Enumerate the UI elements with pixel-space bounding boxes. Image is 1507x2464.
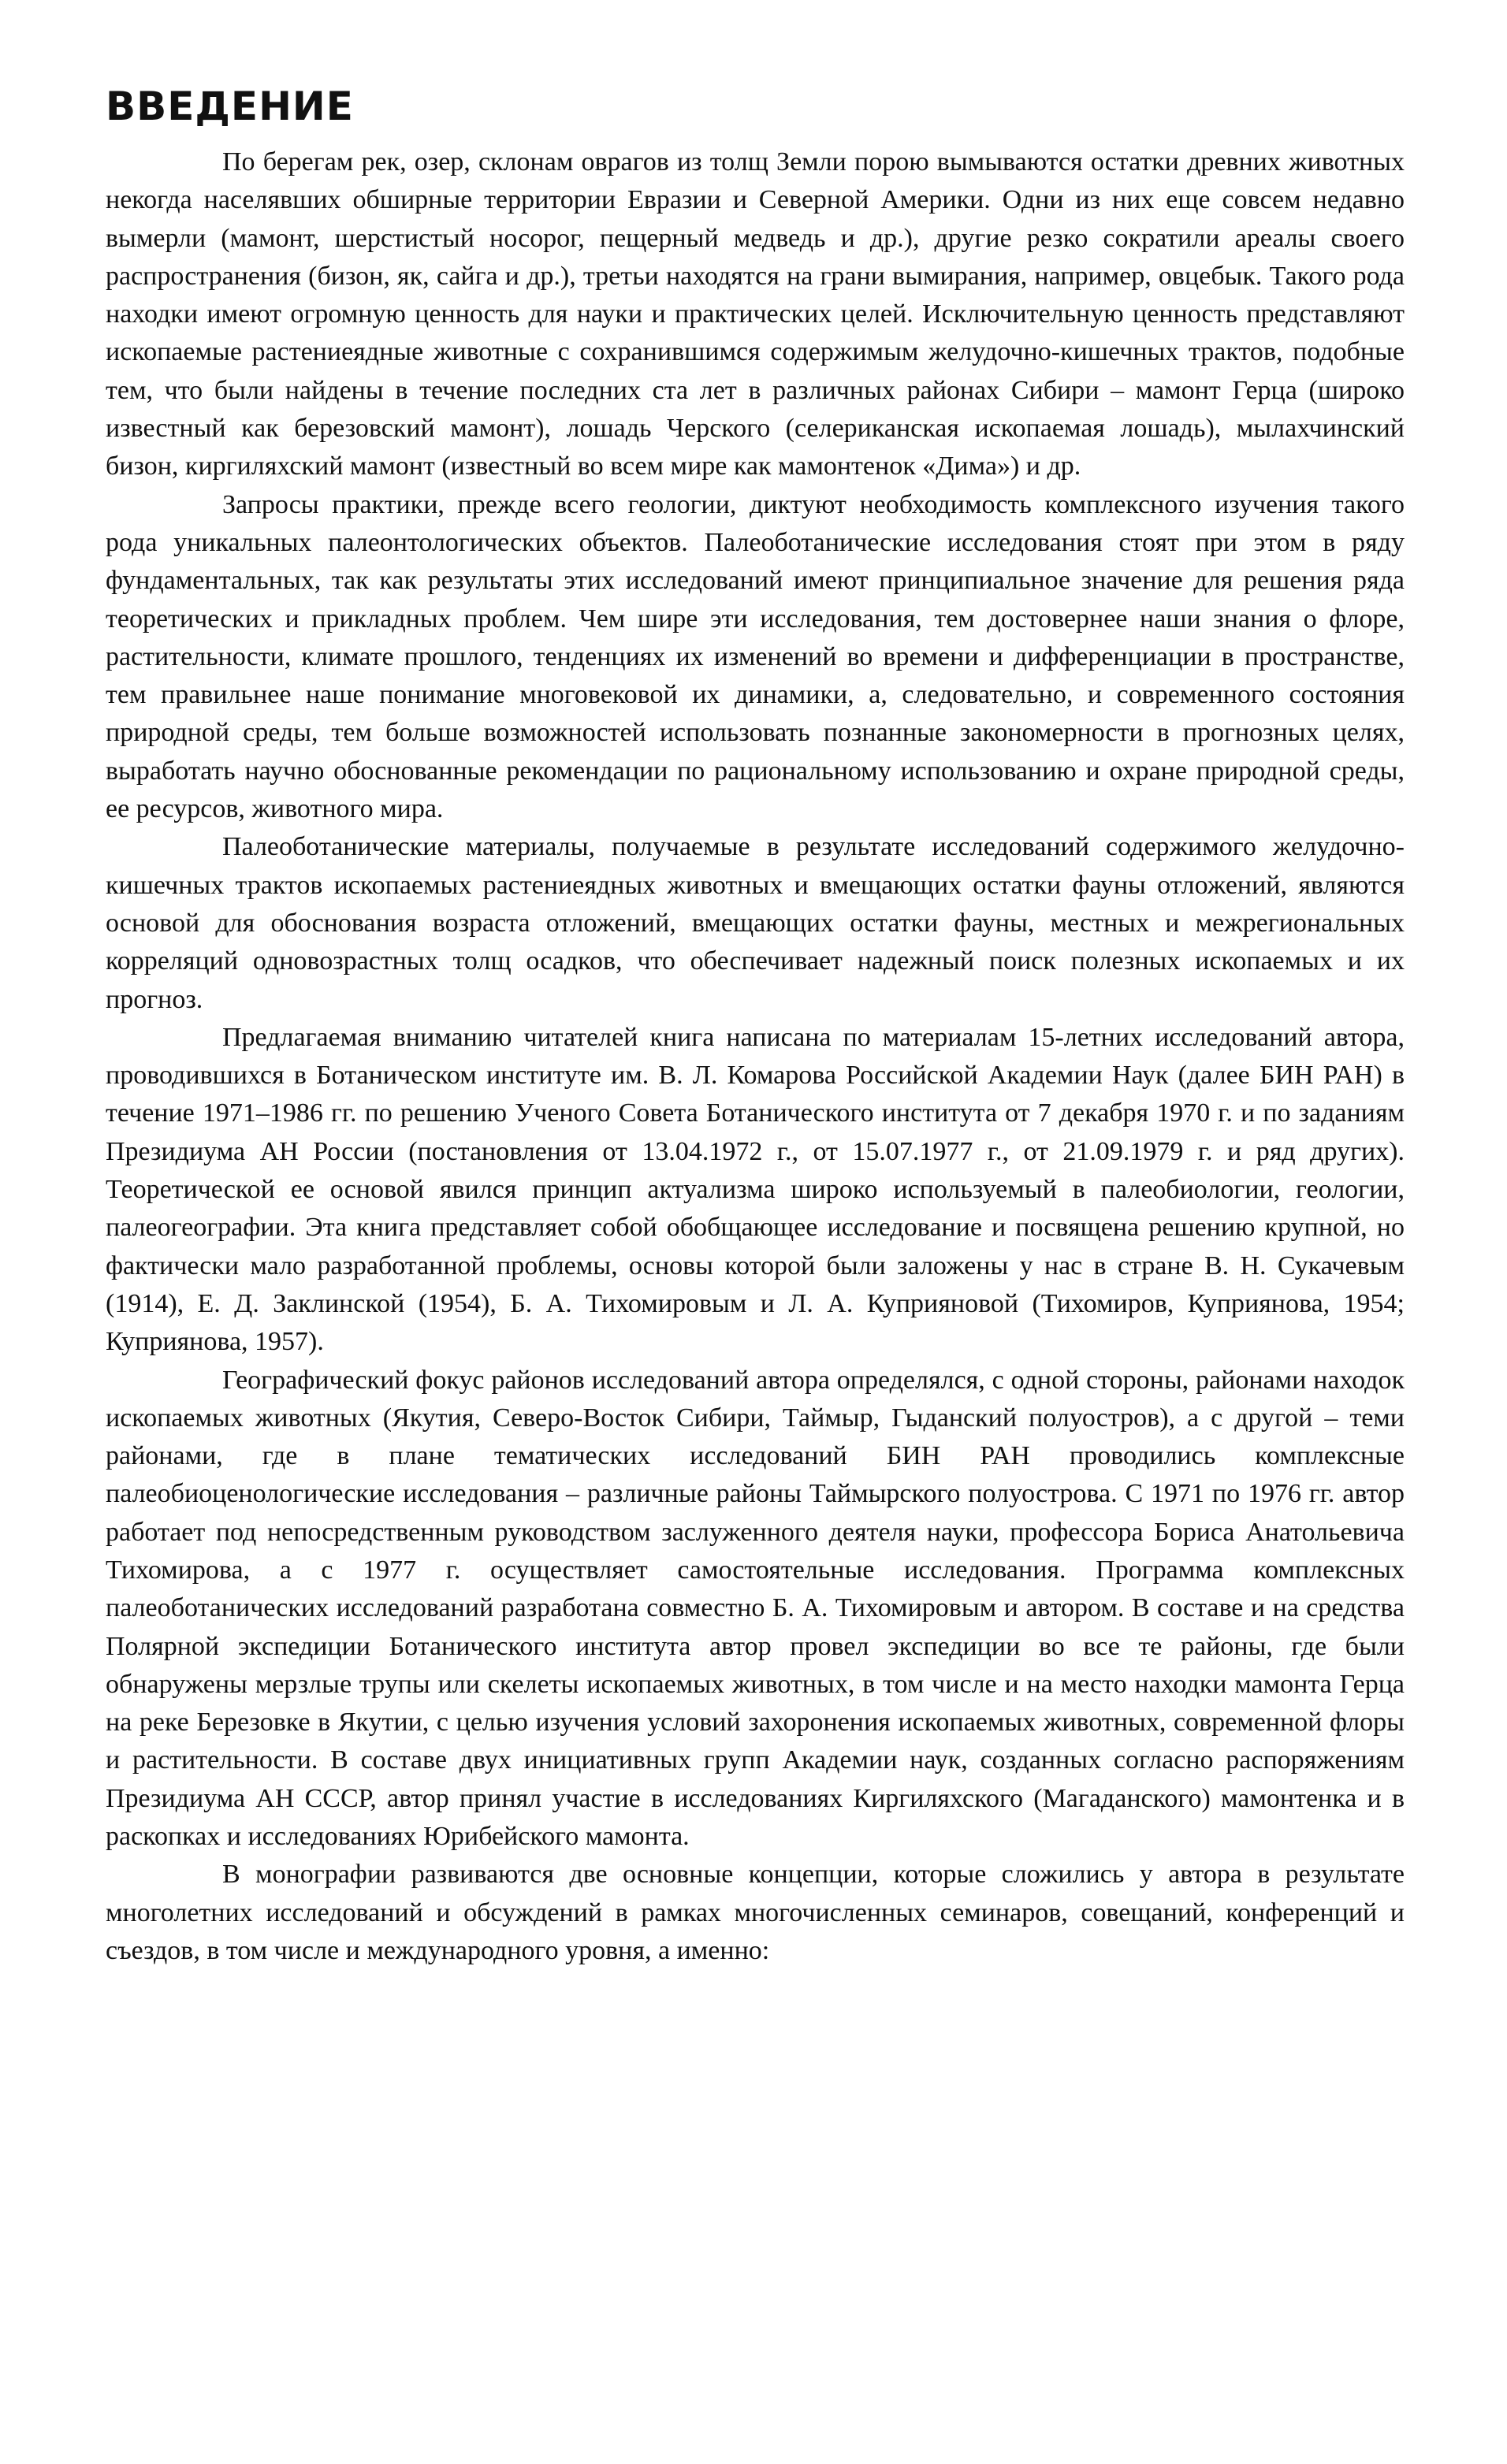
paragraph-1: По берегам рек, озер, склонам оврагов из толщ Земли порою вымываются остатки древних животных некогда населявших обширные территории Евразии и Северной Америки. Одни из них еще совсем недавно вымерли (мамонт, шерстистый носорог, пещерный медведь и др.), другие резко сократили ареалы своего распространения (бизон, як, сайга и др.), третьи находятся на грани вымирания, например, овцебык. Такого рода находки имеют огромную ценность для науки и практических целей. Исключительную ценность представляют ископаемые растениеядные животные с сохранившимся содержимым желудочно-кишечных трактов, подобные тем, что были найдены в течение последних ста лет в различных районах Сибири – мамонт Герца (широко известный как березовский мамонт), лошадь Черского (селериканская ископаемая лошадь), мылахчинский бизон, киргиляхский мамонт (известный во всем мире как мамонтенок «Дима») и др. xyxy=(106,147,1405,481)
paragraph-3: Палеоботанические материалы, получаемые в результате исследований содержимого желудочно-кишечных трактов ископаемых растениеядных животных и вмещающих остатки фауны отложений, являются основой для обоснования возраста отложений, вмещающих остатки фауны, местных и межрегиональных корреляций одновозрастных толщ осадков, что обеспечивает надежный поиск полезных ископаемых и их прогноз. xyxy=(106,832,1405,1014)
chapter-heading: ВВЕДЕНИЕ xyxy=(106,84,354,129)
paragraph-4: Предлагаемая вниманию читателей книга написана по материалам 15-летних исследований автора, проводившихся в Ботаническом институте им. В. Л. Комарова Российской Академии Наук (далее БИН РАН) в течение 1971–1986 гг. по решению Ученого Совета Ботанического института от 7 декабря 1970 г. и по заданиям Президиума АН России (постановления от 13.04.1972 г., от 15.07.1977 г., от 21.09.1979 г. и ряд других). Теоретической ее основой явился принцип актуализма широко используемый в палеобиологии, геологии, палеогеографии. Эта книга представляет собой обобщающее исследование и посвящена решению крупной, но фактически мало разработанной проблемы, основы которой были заложены у нас в стране В. Н. Сукачевым (1914), Е. Д. Заклинской (1954), Б. А. Тихомировым и Л. А. Куприяновой (Тихомиров, Куприянова, 1954; Куприянова, 1957). xyxy=(106,1022,1405,1357)
paragraph-2: Запросы практики, прежде всего геологии, диктуют необходимость комплексного изучения такого рода уникальных палеонтологических объектов. Палеоботанические исследования стоят при этом в ряду фундаментальных, так как результаты этих исследований имеют принципиальное значение для решения ряда теоретических и прикладных проблем. Чем шире эти исследования, тем достовернее наши знания о флоре, растительности, климате прошлого, тенденциях их изменений во времени и дифференциации в пространстве, тем правильнее наше понимание многовековой их динамики, а, следовательно, и современного состояния природной среды, тем больше возможностей использовать познанные закономерности в прогнозных целях, выработать научно обоснованные рекомендации по рациональному использованию и охране природной среды, ее ресурсов, животного мира. xyxy=(106,489,1405,824)
paragraph-6: В монографии развиваются две основные концепции, которые сложились у автора в результате многолетних исследований и обсуждений в рамках многочисленных семинаров, совещаний, конференций и съездов, в том числе и международного уровня, а именно: xyxy=(106,1860,1405,1965)
document-page xyxy=(106,84,1405,1970)
paragraph-5: Географический фокус районов исследований автора определялся, с одной стороны, районами находок ископаемых животных (Якутия, Северо-Восток Сибири, Таймыр, Гыданский полуостров), а с другой – теми районами, где в плане тематических исследований БИН РАН проводились комплексные палеобиоценологические исследования – различные районы Таймырского полуострова. С 1971 по 1976 гг. автор работает под непосредственным руководством заслуженного деятеля науки, профессора Бориса Анатольевича Тихомирова, а с 1977 г. осуществляет самостоятельные исследования. Программа комплексных палеоботанических исследований разработана совместно Б. А. Тихомировым и автором. В составе и на средства Полярной экспедиции Ботанического института автор провел экспедиции во все те районы, где были обнаружены мерзлые трупы или скелеты ископаемых животных, в том числе и на место находки мамонта Герца на реке Березовке в Якутии, с целью изучения условий захоронения ископаемых животных, современной флоры и растительности. В составе двух инициативных групп Академии наук, созданных согласно распоряжениям Президиума АН СССР, автор принял участие в исследованиях Киргиляхского (Магаданского) мамонтенка и в раскопках и исследованиях Юрибейского мамонта. xyxy=(106,1365,1405,1852)
